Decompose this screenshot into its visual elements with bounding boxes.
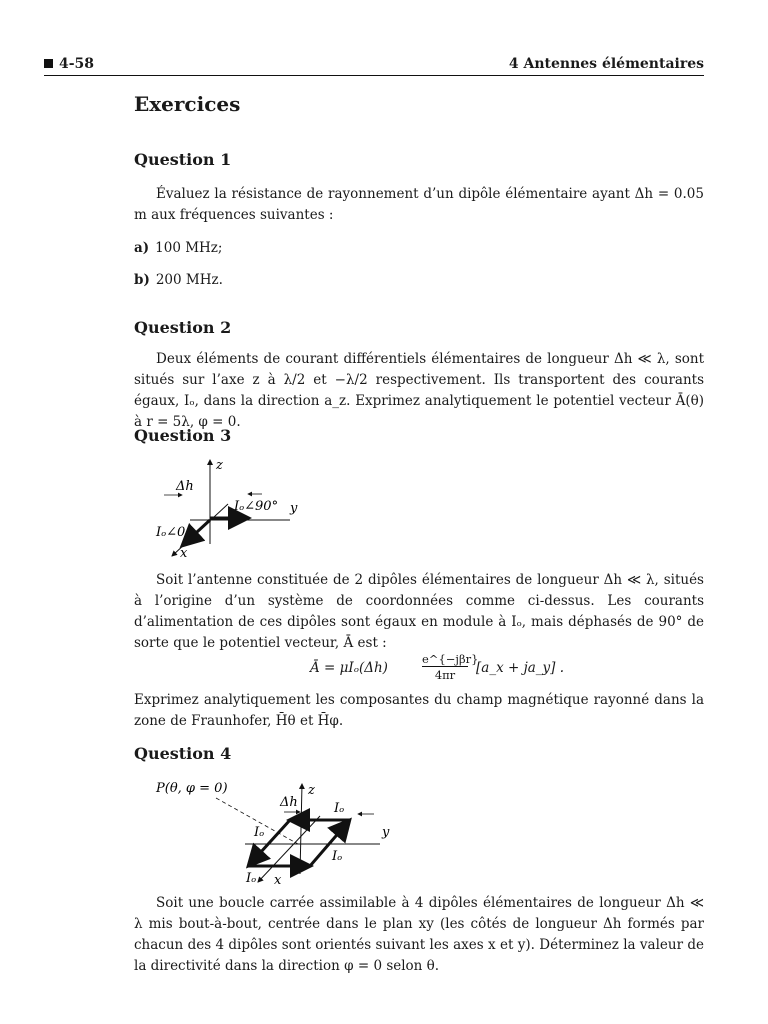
question-3-text-2: Exprimez analytiquement les composantes du champ magnétique rayonné dans la zone de Fraunhofer, H̄θ et H̄φ. xyxy=(134,692,704,729)
label-current-bottom: Iₒ xyxy=(246,871,257,886)
label-current-top: Iₒ xyxy=(334,801,345,816)
x-axis xyxy=(258,816,320,882)
question-1-item-b: b) 200 MHz. xyxy=(134,272,223,288)
square-bullet-icon xyxy=(44,59,53,68)
question-4-title: Question 4 xyxy=(134,744,232,763)
label-current-2: Iₒ∠90° xyxy=(234,499,279,514)
section-title: Exercices xyxy=(134,92,241,116)
label-dh: Δh xyxy=(176,479,194,494)
question-3-title: Question 3 xyxy=(134,426,232,445)
running-header xyxy=(44,56,704,76)
label-x: x xyxy=(180,546,188,561)
question-1-text: Évaluez la résistance de rayonnement d’un dipôle élémentaire ayant Δh = 0.05 m aux fréquences suivantes : xyxy=(134,186,704,223)
question-2-text: Deux éléments de courant différentiels élémentaires de longueur Δh ≪ λ, sont situés sur l’axe z à λ/2 et −λ/2 respectivement. Ils transportent des courants égaux, Iₒ, dans la direction a_z. Exprimez analytiquement le potentiel vecteur Ā(θ) à r = 5λ, φ = 0. xyxy=(134,351,704,430)
figure-square-loop xyxy=(150,774,400,888)
label-y: y xyxy=(382,825,390,840)
question-1-item-a: a) 100 MHz; xyxy=(134,240,223,256)
dipole-x-arrow xyxy=(184,520,210,544)
label-x: x xyxy=(274,873,282,888)
figure-two-dipoles xyxy=(150,452,320,564)
label-current-left: Iₒ xyxy=(254,825,265,840)
label-z: z xyxy=(216,458,223,473)
chapter-title: 4 Antennes élémentaires xyxy=(508,56,704,72)
equation-vector-potential: Ā = μIₒ(Δh) e^{−jβr} 4πr [a_x + ja_y] . xyxy=(310,652,565,682)
z-axis xyxy=(300,784,302,874)
header-rule xyxy=(44,75,704,76)
question-3-text-1: Soit l’antenne constituée de 2 dipôles élémentaires de longueur Δh ≪ λ, situés à l’origine d’un système de coordonnées comme ci-dessus. Les courants d’alimentation de ces dipôles sont égaux en module à Iₒ, mais déphasés de 90° de sorte que le potentiel vecteur, Ā est : xyxy=(134,572,704,651)
question-2-title: Question 2 xyxy=(134,318,232,337)
question-4-text: Soit une boucle carrée assimilable à 4 dipôles élémentaires de longueur Δh ≪ λ mis bout-à-bout, centrée dans le plan xy (les côtés de longueur Δh formés par chacun des 4 dipôles sont orientés suivant les axes x et y). Déterminez la valeur de la directivité dans la direction φ = 0 selon θ. xyxy=(134,895,704,974)
page-number: 4-58 xyxy=(44,56,94,72)
label-y: y xyxy=(290,501,298,516)
label-current-1: Iₒ∠0 xyxy=(156,525,186,540)
question-1-title: Question 1 xyxy=(134,150,232,169)
label-current-right: Iₒ xyxy=(332,849,343,864)
label-z: z xyxy=(308,783,315,798)
label-dh: Δh xyxy=(280,795,298,810)
label-point-p: P(θ, φ = 0) xyxy=(156,781,228,796)
